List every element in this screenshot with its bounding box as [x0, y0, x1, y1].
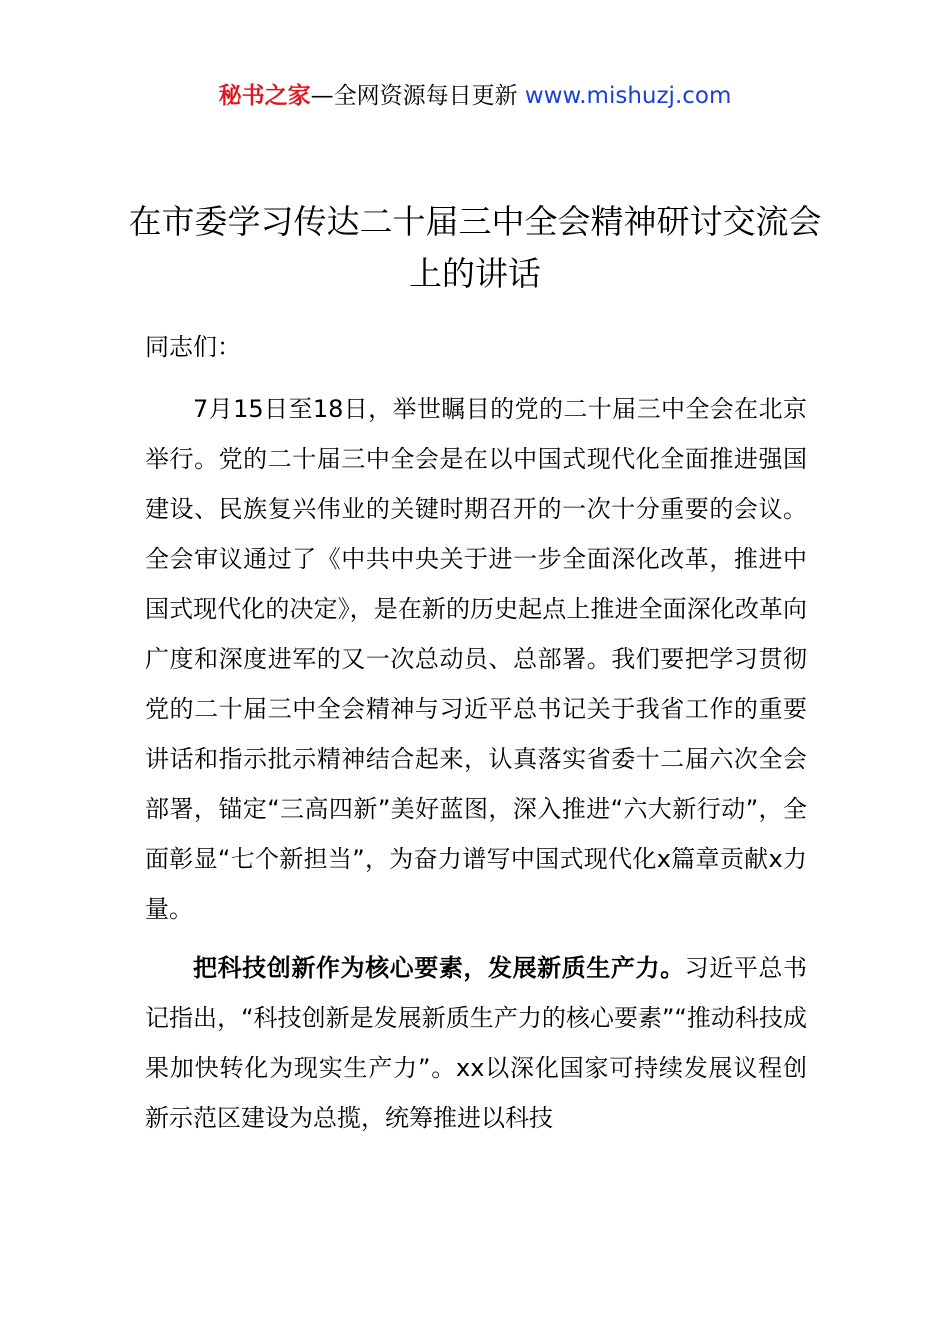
paragraph-text: 习近平总书记指出，“科技创新是发展新质生产力的核心要素”“推动科技成果加快转化为现实生产力”。xx以深化国家可持续发展议程创新示范区建设为总揽，统筹推进以科技: [145, 954, 808, 1132]
paragraph: [145, 384, 807, 934]
paragraph-lead: 把科技创新作为核心要素，发展新质生产力。: [193, 954, 685, 982]
site-tagline: —全网资源每日更新: [310, 83, 525, 109]
paragraph-text: 7月15日至18日，举世瞩目的党的二十届三中全会在北京举行。党的二十届三中全会是在以中国式现代化全面推进强国建设、民族复兴伟业的关键时期召开的一次十分重要的会议。全会审议通过了《中共中央关于进一步全面深化改革，推进中国式现代化的决定》，是在新的历史起点上推进全面深化改革向广度和深度进军的又一次总动员、总部署。我们要把学习贯彻党的二十届三中全会精神与习近平总书记关于我省工作的重要讲话和指示批示精神结合起来，认真落实省委十二届六次全会部署，锚定“三高四新”美好蓝图，深入推进“六大新行动”，全面彰显“七个新担当”，为奋力谱写中国式现代化x篇章贡献x力量。: [145, 395, 807, 923]
site-header: [0, 80, 950, 112]
brand-name: 秘书之家: [218, 83, 311, 109]
document-title: 在市委学习传达二十届三中全会精神研讨交流会上的讲话: [128, 202, 822, 293]
salutation: 同志们：: [145, 333, 241, 361]
site-url[interactable]: www.mishuzj.com: [524, 83, 732, 109]
paragraph: [145, 943, 807, 1143]
document-body: [145, 322, 807, 1143]
